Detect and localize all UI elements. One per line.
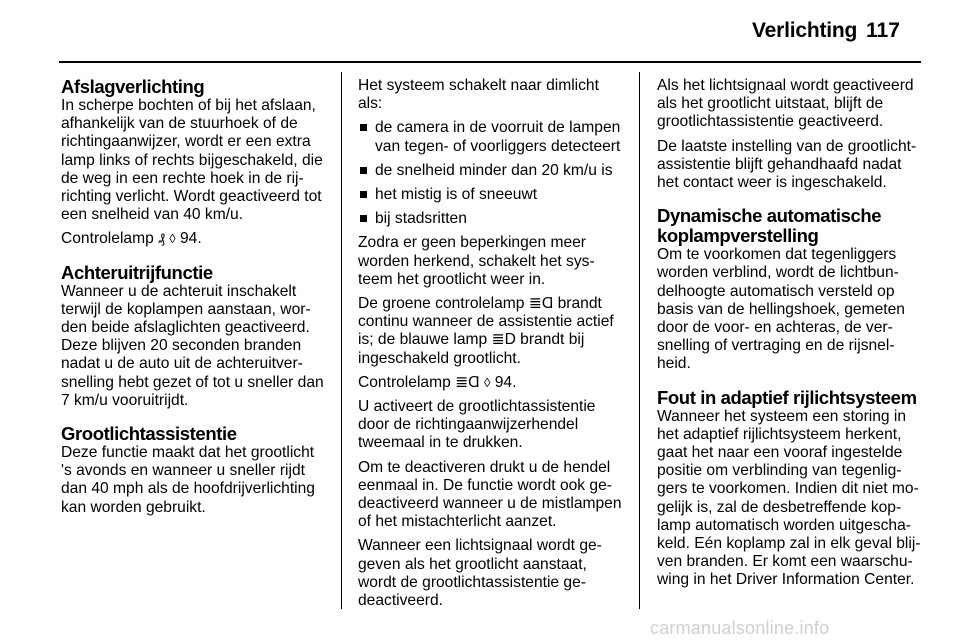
section-body: Wanneer het systeem een storing in het adaptief rijlichtsysteem herkent, gaat het naar een vooraf ingestelde positie om verblinding van tegenliggers te voorkomen. Indien dit niet mogelijk is, zal de desbetreffende koplamp automatisch worden uitgeschakeld. Eén koplamp zal in elk geval blijven branden. Er komt een waarschuwing in het Driver Information Center.: [657, 407, 921, 589]
text-run: brandt bij ingeschakeld grootlicht.: [358, 331, 585, 367]
high-beam-assist-icon: ≣Ɑ: [528, 295, 554, 313]
section-grootlichtassistentie: [61, 424, 326, 517]
section-heading: Afslagverlichting: [61, 76, 205, 97]
paragraph: U activeert de grootlichtassistentie door de richtingaanwijzerhendel tweemaal in te drukken.: [358, 398, 596, 452]
section-dynamische-koplampverstelling: [657, 206, 922, 373]
page-reference-link[interactable]: 94.: [180, 230, 202, 248]
section-body: Deze functie maakt dat het grootlicht 's avonds en wanneer u sneller rijdt dan 40 mph als de hoofdrijverlichting kan worden gebruikt.: [61, 444, 315, 516]
list-item: de camera in de voorruit de lampen van tegen- of voorliggers detecteert: [358, 119, 623, 155]
high-beam-icon: ≣D: [491, 331, 516, 349]
control-lamp-label: Controlelamp: [61, 230, 154, 248]
section-achteruitrijfunctie: [61, 263, 326, 410]
section-heading: Fout in adaptief rijlichtsysteem: [657, 386, 917, 408]
column-3: [657, 77, 922, 604]
paragraph: Als het lichtsignaal wordt geactiveerd als het grootlicht uitstaat, blijft de grootlichtassistentie geactiveerd.: [657, 77, 914, 131]
text-run: De groene controlelamp: [358, 295, 525, 313]
section-heading: Achteruitrijfunctie: [61, 261, 213, 283]
paragraph-indicator-lamps: [358, 295, 623, 368]
column-divider-2: [639, 72, 640, 609]
page-reference-link[interactable]: 94.: [494, 373, 517, 391]
section-body: In scherpe bochten of bij het afslaan, afhankelijk van de stuurhoek of de richtingaanwijzer, wordt er een extra lamp links of rechts bijgeschakeld, die de weg in een rechte hoek in de rijrichting verlicht. Wordt geactiveerd tot een snelheid van 40 km/u.: [61, 97, 323, 224]
header-rule: [59, 61, 921, 63]
list-item: de snelheid minder dan 20 km/u is: [358, 162, 623, 180]
watermark: carmanualsonline.info: [650, 618, 830, 638]
intro-text: Het systeem schakelt naar dimlicht als:: [358, 77, 599, 113]
section-body: Wanneer u de achteruit inschakelt terwijl de koplampen aanstaan, worden beide afslaglichten geactiveerd. Deze blijven 20 seconden branden nadat u de auto uit de achteruitversnelling hebt gezet of tot u sneller dan 7 km/u vooruitrijdt.: [61, 282, 324, 409]
control-lamp-line: [358, 374, 623, 392]
cornering-light-icon: ₰: [158, 231, 165, 247]
page-number: 117: [866, 19, 900, 42]
list-item: het mistig is of sneeuwt: [358, 186, 623, 204]
section-afslagverlichting: [61, 77, 326, 249]
column-divider-1: [341, 72, 342, 609]
control-lamp-label: Controlelamp: [358, 373, 451, 391]
paragraph: De laatste instelling van de grootlichtassistentie blijft gehandhaafd nadat het contact weer is ingeschakeld.: [657, 137, 917, 192]
section-heading: Grootlichtassistentie: [61, 423, 237, 445]
text-run: brandt continu wanneer de assistentie actief is; de blauwe lamp: [358, 295, 614, 349]
list-item: bij stadsritten: [358, 210, 623, 228]
high-beam-assist-icon: ≣Ɑ: [455, 373, 480, 391]
page-reference-icon: ◊: [169, 231, 176, 247]
paragraph: Zodra er geen beperkingen meer worden herkend, schakelt het systeem het grootlicht weer in.: [358, 234, 595, 288]
control-lamp-line: [61, 230, 326, 248]
page-title: Verlichting: [752, 19, 858, 42]
section-heading: Dynamische automatische koplampverstelling: [657, 205, 882, 247]
condition-list: [358, 119, 623, 228]
column-2: [358, 77, 623, 616]
section-body: Om te voorkomen dat tegenliggers worden verblind, wordt de lichtbundelhoogte automatisch versteld op basis van de hellingshoek, gemeten door de voor- en achteras, de versnelling of vertraging en de rijsnelheid.: [657, 246, 905, 373]
page-reference-icon: ◊: [483, 374, 491, 390]
section-fout-rijlichtsysteem: [657, 388, 922, 590]
paragraph: Wanneer een lichtsignaal wordt gegeven als het grootlicht aanstaat, wordt de grootlichtassistentie gedeactiveerd.: [358, 537, 602, 610]
page-header: [0, 0, 960, 62]
column-1: [61, 77, 326, 531]
paragraph: Om te deactiveren drukt u de hendel eenmaal in. De functie wordt ook gedeactiveerd wanneer u de mistlampen of het mistachterlicht aanzet.: [358, 458, 622, 531]
